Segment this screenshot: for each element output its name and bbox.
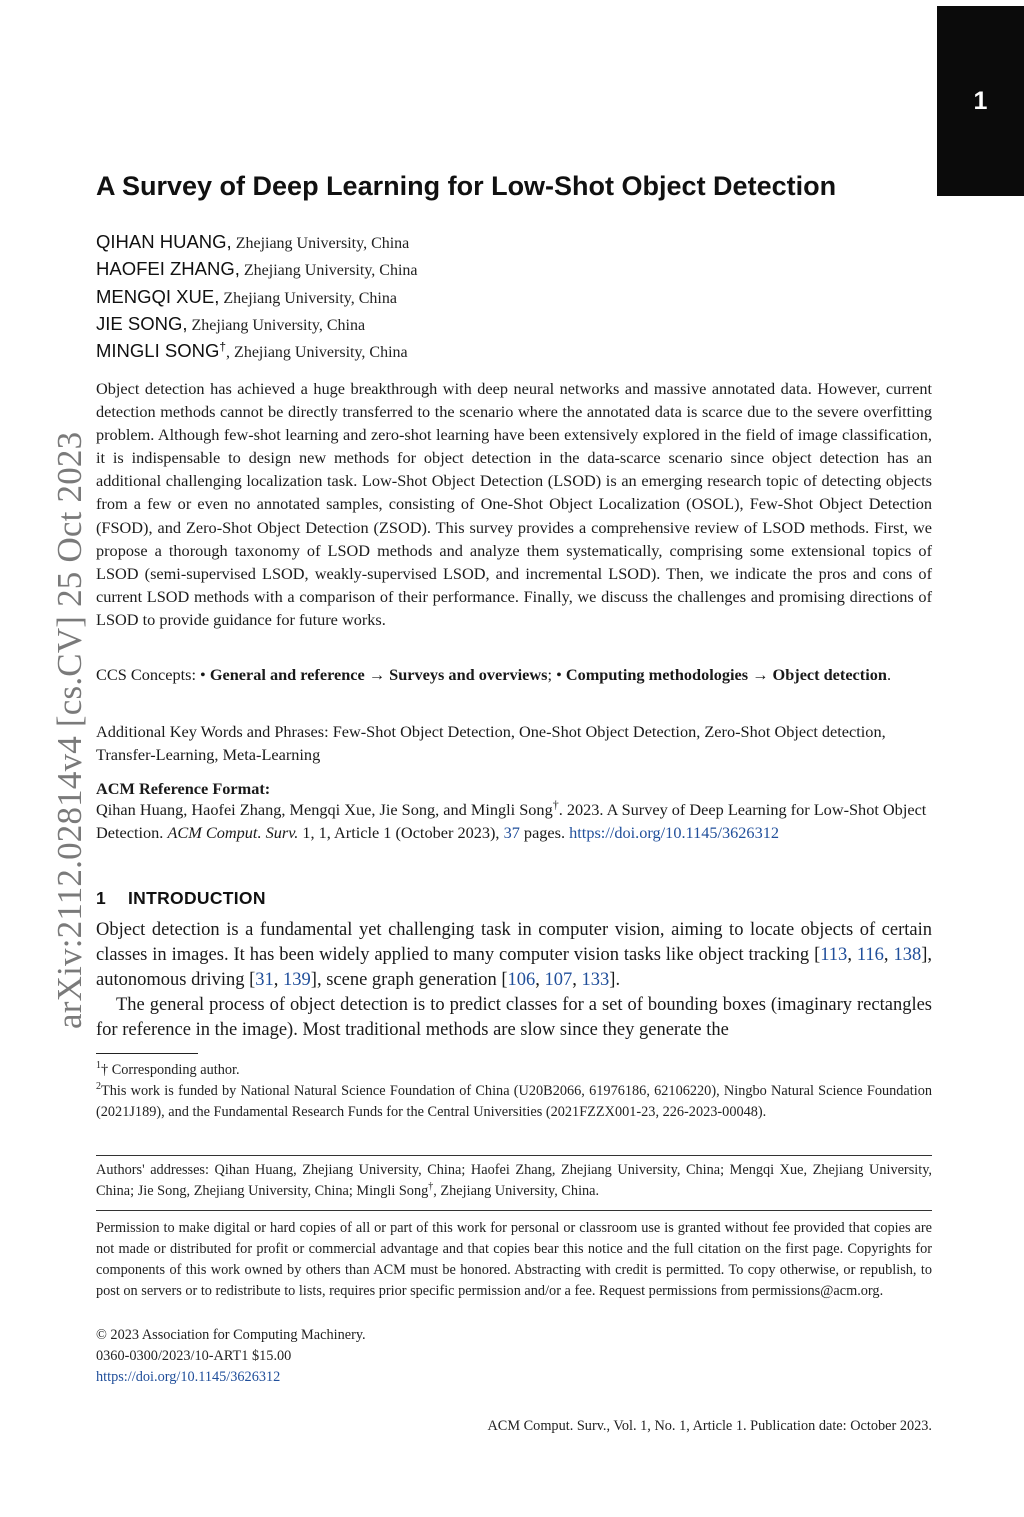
author-name: JIE SONG, [96, 312, 188, 334]
introduction-body [96, 918, 932, 1043]
ccs-concepts [96, 663, 932, 686]
addresses-text: Authors' addresses: Qihan Huang, Zhejiang University, China; Haofei Zhang, Zhejiang University, China; Mengqi Xue, Zhejiang University, China; Jie Song, Zhejiang University, China; Mingli Song [96, 1162, 932, 1199]
reference-pages-suffix: pages. [519, 823, 570, 843]
author-list [96, 228, 932, 364]
author-addresses [96, 1160, 932, 1202]
citation-separator: , [847, 945, 857, 965]
running-footer: ACM Comput. Surv., Vol. 1, No. 1, Article 1. Publication date: October 2023. [487, 1418, 932, 1434]
intro-text: Object detection is a fundamental yet challenging task in computer vision, aiming to locate objects of certain classes in images. It has been widely applied to many computer vision tasks like object tracking [ [96, 920, 932, 965]
citation-link[interactable]: 31 [255, 970, 274, 990]
author-entry [96, 337, 932, 364]
reference-format [96, 798, 932, 844]
intro-paragraph [96, 918, 932, 993]
copyright-line: © 2023 Association for Computing Machinery. [96, 1327, 366, 1343]
author-affiliation: Zhejiang University, China [187, 316, 366, 334]
reference-title: . 2023. A Survey of Deep Learning for Low-Shot Object Detection. [96, 800, 927, 843]
citation-separator: , [273, 970, 284, 990]
address-rule-top [96, 1155, 932, 1156]
author-entry [96, 283, 932, 310]
section-number: 1 [96, 888, 107, 908]
author-name: MINGLI SONG [96, 340, 220, 362]
ccs-prefix: CCS Concepts: • [96, 665, 210, 684]
reference-journal: ACM Comput. Surv. [167, 823, 299, 843]
section-heading [96, 888, 266, 909]
citation-separator: , [883, 945, 894, 965]
address-rule-bottom [96, 1210, 932, 1211]
citation-link[interactable]: 107 [544, 970, 573, 990]
author-affiliation: Zhejiang University, China [231, 235, 410, 252]
author-affiliation: Zhejiang University, China [219, 289, 397, 307]
author-name: MENGQI XUE, [96, 285, 220, 307]
intro-paragraph: The general process of object detection is to predict classes for a set of bounding boxes (imaginary rectangles for reference in the image). Most traditional methods are slow since they generate the [96, 995, 932, 1040]
ccs-separator: ; • [547, 665, 566, 684]
addresses-end: , Zhejiang University, China. [433, 1182, 600, 1199]
reference-pages-link[interactable]: 37 [503, 823, 520, 843]
intro-text: ], autonomous driving [ [96, 945, 932, 990]
reference-format-heading: ACM Reference Format: [96, 779, 271, 798]
author-affiliation: , Zhejiang University, China [226, 344, 408, 362]
intro-text: ], scene graph generation [ [310, 970, 508, 990]
permission-notice: Permission to make digital or hard copies of all or part of this work for personal or classroom use is granted without fee provided that copies are not made or distributed for profit or commercial advantage and that copies bear this notice and the full citation on the first page. Copyrights for components of this work owned by others than ACM must be honored. Abstracting with credit is permitted. To copy otherwise, or republish, to post on servers or to redistribute to lists, requires prior specific permission and/or a fee. Request permissions from permissions@acm.org. [96, 1220, 932, 1299]
keywords: Additional Key Words and Phrases: Few-Shot Object Detection, One-Shot Object Detection, Zero-Shot Object detection, Transfer-Learning, Meta-Learning [96, 722, 886, 765]
arxiv-identifier-stamp: arXiv:2112.02814v4 [cs.CV] 25 Oct 2023 [50, 431, 89, 1029]
footnote-rule [96, 1053, 198, 1054]
author-entry [96, 228, 932, 255]
author-entry [96, 310, 932, 337]
footnote [96, 1081, 932, 1123]
ccs-concept: Computing methodologies [565, 665, 749, 684]
ccs-concept: Object detection [772, 665, 887, 684]
reference-authors: Qihan Huang, Haofei Zhang, Mengqi Xue, Jie Song, and Mingli Song [96, 800, 553, 819]
footnote-mark: 2 [96, 1081, 101, 1093]
page-number-tab [937, 6, 1024, 196]
ccs-arrow: → [364, 665, 390, 684]
footnote-text: † Corresponding author. [101, 1062, 240, 1078]
reference-author-mark: † [552, 797, 559, 812]
paper-title: A Survey of Deep Learning for Low-Shot Object Detection [96, 171, 837, 201]
author-name: QIHAN HUANG, [96, 231, 232, 252]
ccs-concept: Surveys and overviews [389, 665, 548, 684]
addresses-mark: † [428, 1181, 434, 1193]
footnote [96, 1060, 932, 1081]
author-affiliation: Zhejiang University, China [239, 262, 418, 280]
footnote-text: This work is funded by National Natural Science Foundation of China (U20B2066, 61976186, 62106220), Ningbo Natural Science Foundation (2021J189), and the Fundamental Research Funds for the Central Universities (2021FZZX001-23, 226-2023-00048). [96, 1082, 932, 1120]
citation-separator: , [535, 970, 545, 990]
corresponding-author-mark: † [219, 339, 227, 354]
author-name: HAOFEI ZHANG, [96, 258, 240, 280]
page-number: 1 [973, 86, 988, 115]
citation-link[interactable]: 116 [856, 945, 884, 965]
citation-link[interactable]: 133 [581, 970, 610, 990]
doi-link[interactable]: https://doi.org/10.1145/3626312 [96, 1369, 281, 1385]
footnotes [96, 1060, 932, 1122]
author-entry [96, 255, 932, 282]
citation-link[interactable]: 106 [507, 970, 536, 990]
ccs-concept: General and reference [209, 665, 365, 684]
citation-link[interactable]: 139 [283, 970, 311, 990]
intro-text: ]. [609, 970, 621, 990]
issn-line: 0360-0300/2023/10-ART1 $15.00 [96, 1348, 292, 1364]
publication-info [96, 1325, 932, 1388]
citation-link[interactable]: 138 [893, 945, 922, 965]
abstract: Object detection has achieved a huge breakthrough with deep neural networks and massive annotated data. However, current detection methods cannot be directly transferred to the scenario where the annotated data is scarce due to the severe overfitting problem. Although few-shot learning and zero-shot learning have been extensively explored in the field of image classification, it is indispensable to design new methods for object detection in the data-scarce scenario since object detection has an additional challenging localization task. Low-Shot Object Detection (LSOD) is an emerging research topic of detecting objects from a few or even no annotated samples, consisting of One-Shot Object Localization (OSOL), Few-Shot Object Detection (FSOD), and Zero-Shot Object Detection (ZSOD). This survey provides a comprehensive review of LSOD methods. First, we propose a thorough taxonomy of LSOD methods and analyze them systematically, comprising some extensional topics of LSOD (semi-supervised LSOD, weakly-supervised LSOD, and incremental LSOD). Then, we indicate the pros and cons of current LSOD methods with a comparison of their performance. Finally, we discuss the challenges and promising directions of LSOD to provide guidance for future works. [96, 379, 932, 629]
citation-link[interactable]: 113 [820, 945, 848, 965]
footnote-mark: 1 [96, 1060, 101, 1072]
citation-separator: , [572, 970, 582, 990]
reference-doi-link[interactable]: https://doi.org/10.1145/3626312 [569, 823, 779, 843]
section-title: INTRODUCTION [128, 888, 266, 908]
reference-details: 1, 1, Article 1 (October 2023), [298, 823, 504, 843]
ccs-arrow: → [748, 665, 773, 684]
ccs-end: . [886, 665, 892, 684]
